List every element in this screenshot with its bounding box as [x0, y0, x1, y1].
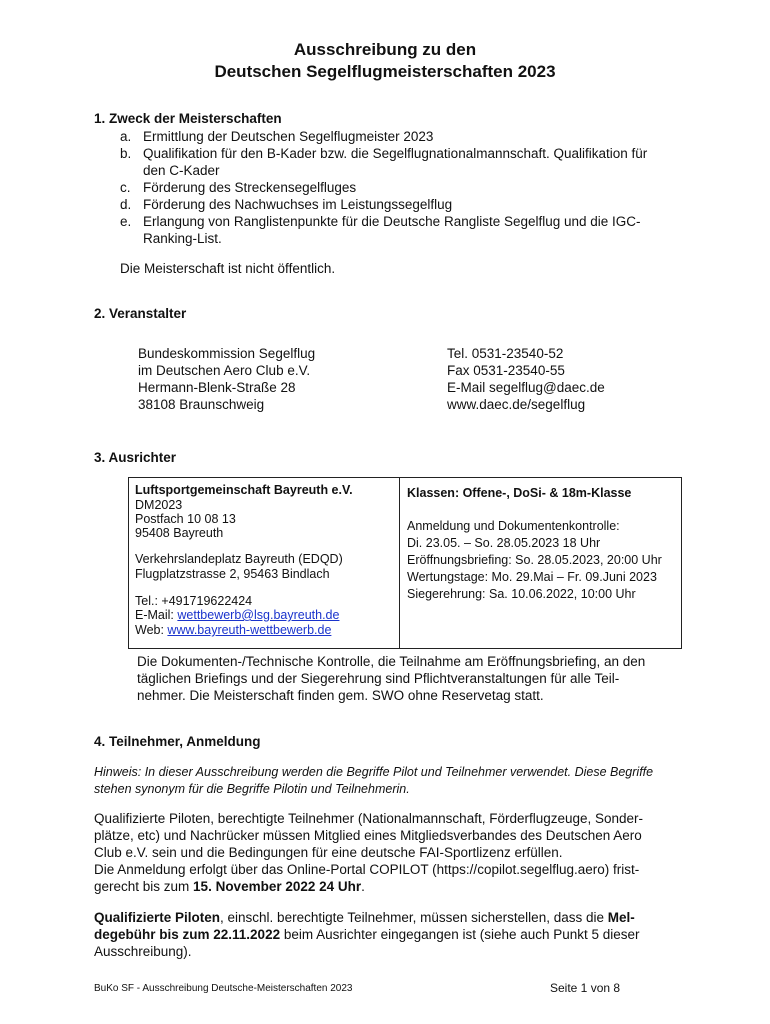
- fee-deadline: degebühr bis zum 22.11.2022: [94, 927, 281, 942]
- registration-deadline: 15. November 2022 24 Uhr: [193, 879, 362, 894]
- hint-line: stehen synonym für die Begriffe Pilotin und Teilnehmerin.: [94, 782, 410, 796]
- schedule-line: Wertungstage: Mo. 29.Mai – Fr. 09.Juni 2023: [407, 570, 657, 584]
- organizer-address-line: Hermann-Blenk-Straße 28: [138, 380, 296, 395]
- host-web-link[interactable]: www.bayreuth-wettbewerb.de: [167, 623, 332, 637]
- deadline-prefix: gerecht bis zum: [94, 879, 194, 894]
- host-airport: Verkehrslandeplatz Bayreuth (EDQD): [135, 552, 343, 566]
- footer-document-name: BuKo SF - Ausschreibung Deutsche-Meisterschaften 2023: [94, 983, 353, 994]
- organizer-email: E-Mail segelflug@daec.de: [447, 380, 605, 395]
- list-item-letter: c.: [120, 180, 131, 195]
- list-item-letter: d.: [120, 197, 132, 212]
- list-item-cont: den C-Kader: [143, 163, 220, 178]
- host-phone: Tel.: +491719622424: [135, 594, 253, 608]
- host-code: DM2023: [135, 498, 183, 512]
- competition-classes: Klassen: Offene-, DoSi- & 18m-Klasse: [407, 486, 632, 500]
- hint-line: Hinweis: In dieser Ausschreibung werden die Begriffe Pilot und Teilnehmer verwendet. Diese Begriffe: [94, 765, 654, 779]
- organizer-phone: Tel. 0531-23540-52: [447, 346, 564, 361]
- list-item-letter: e.: [120, 214, 132, 229]
- host-web-row: [135, 622, 331, 638]
- host-web-label: Web:: [135, 623, 168, 637]
- paragraph-line: Club e.V. sein und die Bedingungen für eine deutsche FAI-Sportlizenz erfüllen.: [94, 845, 563, 860]
- section3-heading: 3. Ausrichter: [94, 450, 177, 465]
- host-postfach: Postfach 10 08 13: [135, 512, 236, 526]
- schedule-line: Eröffnungsbriefing: So. 28.05.2023, 20:00 Uhr: [407, 553, 662, 567]
- registration-deadline-line: [94, 878, 365, 895]
- schedule-line: Siegerehrung: Sa. 10.06.2022, 10:00 Uhr: [407, 587, 636, 601]
- deadline-suffix: .: [361, 879, 365, 894]
- organizer-address-line: 38108 Braunschweig: [138, 397, 265, 412]
- fee-text: , einschl. berechtigte Teilnehmer, müssen sicherstellen, dass die: [220, 910, 608, 925]
- host-email-link[interactable]: wettbewerb@lsg.bayreuth.de: [177, 608, 340, 622]
- list-item-cont: Ranking-List.: [143, 231, 222, 246]
- fee-line-3: Ausschreibung).: [94, 944, 192, 959]
- section4-heading: 4. Teilnehmer, Anmeldung: [94, 734, 261, 749]
- paragraph-line: Qualifizierte Piloten, berechtigte Teilnehmer (Nationalmannschaft, Förderflugzeuge, Sonder-: [94, 811, 644, 826]
- host-email-row: [135, 607, 339, 623]
- list-item: Qualifikation für den B-Kader bzw. die Segelflugnationalmannschaft. Qualifikation für: [143, 146, 648, 161]
- section3-note-line: nehmer. Die Meisterschaft finden gem. SWO ohne Reservetag statt.: [137, 688, 544, 703]
- list-item-letter: b.: [120, 146, 132, 161]
- section3-note-line: Die Dokumenten-/Technische Kontrolle, die Teilnahme am Eröffnungsbriefing, an den: [137, 654, 646, 669]
- fee-text: beim Ausrichter eingegangen ist (siehe auch Punkt 5 dieser: [280, 927, 640, 942]
- document-title-line1: Ausschreibung zu den: [293, 40, 477, 59]
- section1-note: Die Meisterschaft ist nicht öffentlich.: [120, 261, 336, 276]
- paragraph-line: plätze, etc) und Nachrücker müssen Mitglied eines Mitgliedsverbandes des Deutschen Aero: [94, 828, 642, 843]
- host-email-label: E-Mail:: [135, 608, 178, 622]
- list-item-letter: a.: [120, 129, 132, 144]
- page-number: Seite 1 von 8: [550, 981, 621, 995]
- list-item: Förderung des Nachwuchses im Leistungssegelflug: [143, 197, 453, 212]
- host-org-name: Luftsportgemeinschaft Bayreuth e.V.: [135, 483, 353, 497]
- fee-bold: Mel-: [607, 910, 635, 925]
- section1-heading: 1. Zweck der Meisterschaften: [94, 111, 282, 126]
- list-item: Erlangung von Ranglistenpunkte für die Deutsche Rangliste Segelflug und die IGC-: [143, 214, 641, 229]
- organizer-fax: Fax 0531-23540-55: [447, 363, 565, 378]
- list-item: Ermittlung der Deutschen Segelflugmeister 2023: [143, 129, 434, 144]
- paragraph-line: Die Anmeldung erfolgt über das Online-Portal COPILOT (https://copilot.segelflug.aero) frist-: [94, 862, 640, 877]
- host-street: Flugplatzstrasse 2, 95463 Bindlach: [135, 567, 330, 581]
- section3-note-line: täglichen Briefings und der Siegerehrung sind Pflichtveranstaltungen für alle Teil-: [137, 671, 620, 686]
- list-item: Förderung des Streckensegelfluges: [143, 180, 357, 195]
- qualified-pilots-label: Qualifizierte Piloten: [94, 910, 221, 925]
- section2-heading: 2. Veranstalter: [94, 306, 187, 321]
- fee-line-1: [94, 909, 635, 926]
- organizer-address-line: Bundeskommission Segelflug: [138, 346, 316, 361]
- table-divider: [399, 477, 400, 648]
- organizer-website: www.daec.de/segelflug: [447, 397, 586, 412]
- fee-line-2: [94, 926, 640, 943]
- organizer-address-line: im Deutschen Aero Club e.V.: [138, 363, 311, 378]
- schedule-line: Anmeldung und Dokumentenkontrolle:: [407, 519, 620, 533]
- document-title-line2: Deutschen Segelflugmeisterschaften 2023: [214, 62, 556, 81]
- host-city: 95408 Bayreuth: [135, 526, 224, 540]
- schedule-line: Di. 23.05. – So. 28.05.2023 18 Uhr: [407, 536, 601, 550]
